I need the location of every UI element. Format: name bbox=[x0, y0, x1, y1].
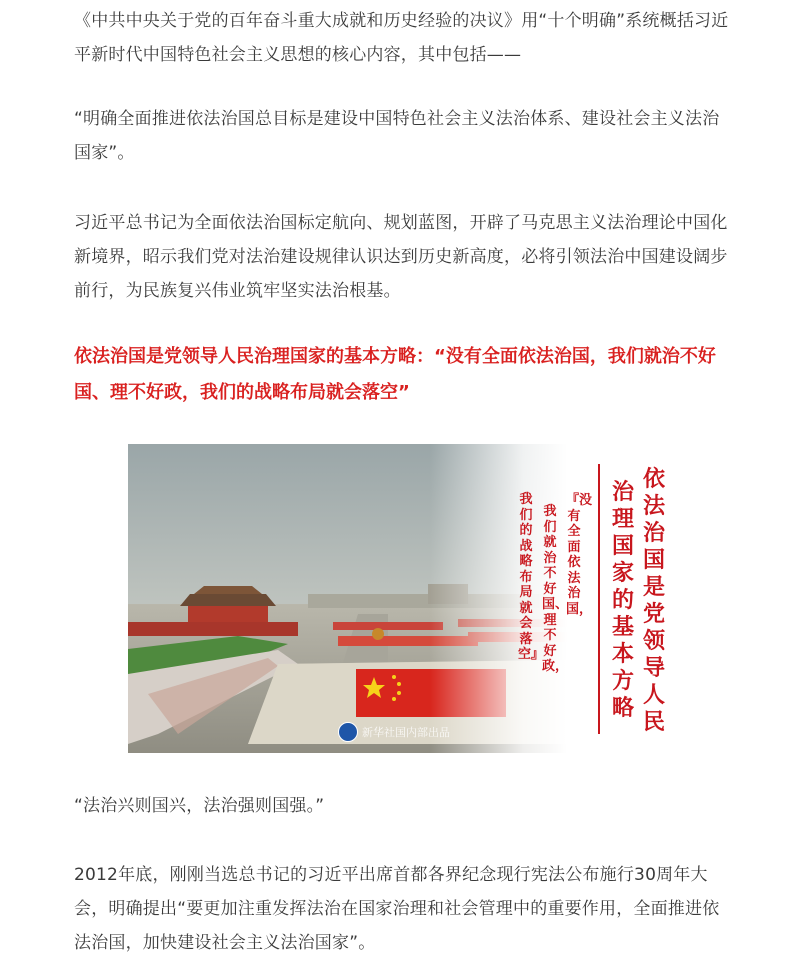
quote-column-1: 『没有全面依法治国， bbox=[566, 493, 593, 617]
paragraph-quote-rule-of-law: “法治兴则国兴，法治强则国强。” bbox=[74, 796, 325, 816]
watermark-text: 新华社国内部出品 bbox=[362, 726, 450, 739]
xinhua-watermark bbox=[338, 722, 450, 742]
caption-column-2: 治理国家的基本方略 bbox=[611, 479, 634, 721]
paragraph-commentary: 习近平总书记为全面依法治国标定航向、规划蓝图，开辟了马克思主义法治理论中国化新境界，昭示我们党对法治建设规律认识达到历史新高度，必将引领法治中国建设阔步前行，为民族复兴伟业筑牢坚实法治根基。 bbox=[74, 213, 728, 301]
caption-column-1: 依法治国是党领导人民 bbox=[642, 466, 665, 735]
caption-divider bbox=[598, 464, 600, 734]
paragraph-quote-goal: “明确全面推进依法治国总目标是建设中国特色社会主义法治体系、建设社会主义法治国家”。 bbox=[74, 109, 720, 163]
section-heading: 依法治国是党领导人民治理国家的基本方略：“没有全面依法治国，我们就治不好国、理不好政，我们的战略布局就会落空” bbox=[74, 346, 716, 403]
xinhua-logo-icon bbox=[338, 722, 358, 742]
parade-illustration bbox=[128, 444, 677, 753]
paragraph-intro: 《中共中央关于党的百年奋斗重大成就和历史经验的决议》用“十个明确”系统概括习近平新时代中国特色社会主义思想的核心内容，其中包括—— bbox=[74, 11, 729, 65]
quote-column-3: 我们的战略布局就会落空』 bbox=[518, 492, 545, 662]
quote-column-2: 我们就治不好国、理不好政， bbox=[542, 504, 569, 674]
paragraph-2012: 2012年底，刚刚当选总书记的习近平出席首都各界纪念现行宪法公布施行30周年大会，明确提出“要更加注重发挥法治在国家治理和社会管理中的重要作用，全面推进依法治国，加快建设社会主义法治国家”。 bbox=[74, 865, 720, 953]
article-photo bbox=[128, 444, 677, 753]
